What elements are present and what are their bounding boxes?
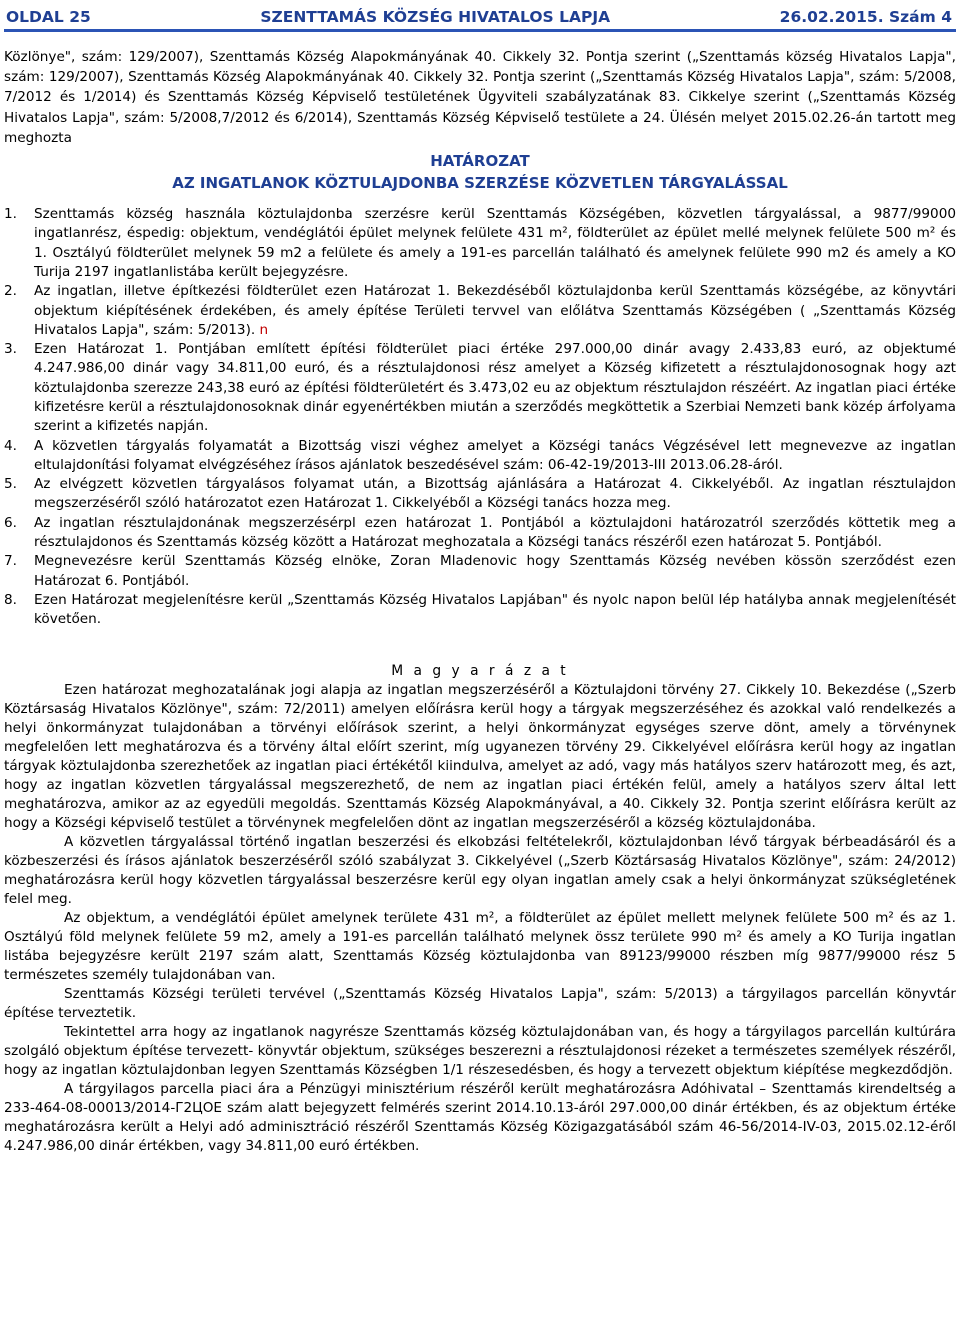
item-text: Ezen Határozat 1. Pontjában említett építési földterület piaci értéke 297.000,00 dinár avagy 2.433,83 euró, az objektumé 4.247.986,00 dinár vagy 34.811,00 euró, és a résztulajdonosi rész amelyet a Község kifizetett a résztulajdonosognak hogy azt köztulajdonba szerezze 243,38 euró az építési földterületért és 3.473,02 eu az objektum résztulajdon részéért. Az ingatlan piaci értéke kifizetésre kerül a résztulajdonosoknak dinár egyenértékben miután a szerződés megköttetik a Szerbiai Nemzeti bank közép árfolyama szerint a kifizetés napján. bbox=[34, 341, 956, 435]
header-issue: 26.02.2015. Szám 4 bbox=[779, 8, 952, 26]
item-number: 3. bbox=[4, 341, 17, 358]
explanation-paragraph: A tárgyilagos parcella piaci ára a Pénzügyi minisztérium részéről került meghatározásra Adóhivatal – Szenttamás kirendeltség a 233-464-08-00013/2014-Г2ЦОЕ szám alatt bejegyzett felmérés szerint 2014.10.13-áról 297.000,00 dinár értékben, és az objektum értéke meghatározásra került a Helyi adó adminisztráció részéről Szenttamás Község Közigazgatásából szám 46-56/2014-IV-03, 2015.02.12-éről 4.247.986,00 dinár értékben, vagy 34.811,00 euró értékben. bbox=[4, 1080, 956, 1154]
item-number: 7. bbox=[4, 553, 17, 570]
explanation-paragraph: Szenttamás Községi területi tervével („Szenttamás Község Hivatalos Lapja", szám: 5/2013) a tárgyilagos parcellán könyvtár építése terveztetik. bbox=[4, 985, 956, 1021]
explanation-title: M a g y a r á z a t bbox=[391, 662, 569, 679]
item-text: Szenttamás község használa köztulajdonba szerzésre kerül Szenttamás Községében, közvetlen tárgyalással, a 9877/99000 ingatlanrész, éspedig: objektum, vendéglátói épület melynek felülete 431 m², földterület az épület mellé melynek felülete 500 m² és 1. Osztályú földterület melynek 59 m2 a felülete és amely a 191-es parcellán található és amelynek felülete 990 m2 és amely a KO Turija 2197 ingatlanlistába került bejegyzésre. bbox=[34, 206, 956, 280]
item-text: Az ingatlan résztulajdonának megszerzésérpl ezen határozat 1. Pontjából a köztulajdoni határozatról szerződés köttetik meg a résztulajdonos és Szenttamás község között a Határozat meghozatala a Községi tanács részéről ezen határozat 5. Pontjából. bbox=[34, 514, 956, 551]
item-mark: n bbox=[259, 321, 269, 338]
list-item bbox=[4, 552, 956, 591]
decision-items bbox=[4, 205, 956, 630]
decision-subtitle: AZ INGATLANOK KÖZTULAJDONBA SZERZÉSE KÖZVETLEN TÁRGYALÁSSAL bbox=[172, 174, 788, 193]
item-number: 1. bbox=[4, 206, 17, 223]
item-number: 6. bbox=[4, 514, 17, 531]
list-item bbox=[4, 437, 956, 476]
item-text-body: Az ingatlan, illetve építkezési földterület ezen Határozat 1. Bekezdéséből köztulajdonba kerül Szenttamás községébe, az könyvtári objektum kiépítésének érdekében, és amely építése Területi tervvel van előlátva Szenttamás Községében ( „Szenttamás Község Hivatalos Lapja", szám: 5/2013). bbox=[34, 283, 956, 338]
list-item bbox=[4, 475, 956, 514]
item-text: A közvetlen tárgyalás folyamatát a Bizottság viszi véghez amelyet a Községi tanács Végzésével lett megnevezve az ingatlan eltulajdonítási folyamat elvégzéséhez írásos ajánlatok beszedésével szám: 06-42-19/2013-III 2013.06.28-áról. bbox=[34, 437, 956, 473]
list-item bbox=[4, 205, 956, 282]
decision-title: HATÁROZAT bbox=[430, 152, 530, 171]
item-number: 4. bbox=[4, 437, 17, 454]
list-item bbox=[4, 340, 956, 436]
document-page bbox=[4, 0, 956, 1156]
explanation-paragraph: Ezen határozat meghozatalának jogi alapja az ingatlan megszerzéséről a Köztulajdoni törvény 27. Cikkely 10. Bekezdése („Szerb Köztársaság Hivatalos Közlönye", szám: 72/2011) amelyen előírásra kerül hogy a tárgyak megszerzéséhez és azokkal való rendelkezés a helyi önkormányzat tulajdonában a törvényi előírások szerint, a helyi önkormányzat egységes szerve dönt, amely a törvénynek megfelelően lett meghatározva és a törvény által előírt szerint, míg ugyanezen törvény 29. Cikkelyével előírásra kerül hogy az ingatlan tárgyak köztulajdonba szerezhetőek az ingatlan piaci értékétől kiindulva, amelyet az adó, vagy más hatályos szerv határozott meg, és azt, hogy az ingatlan közvetlen tárgyalással megszerezhető, de nem az ingatlan piaci értékén felül, amely a hatályos szerv által lett meghatározva, amikor az az egyedüli megoldás. Szenttamás Község Alapokmányával, a 40. Cikkely 32. Pontja szerint előírásra került az hogy a Községi képviselő testület a törvénynek megfelelően dönt az ingatlan megszerzéséről a község köztulajdonába. bbox=[4, 681, 956, 831]
list-item bbox=[4, 282, 956, 340]
item-text: Ezen Határozat megjelenítésre kerül „Szenttamás Község Hivatalos Lapjában" és nyolc napon belül lép hatályba annak megjelenítését követően. bbox=[34, 591, 956, 628]
list-item bbox=[4, 514, 956, 553]
item-text: Az elvégzett közvetlen tárgyalásos folyamat után, a Bizottság ajánlására a Határozat 4. Cikkelyéből. Az ingatlan résztulajdon megszerzéséről szóló határozatot ezen Határozat 1. Cikkelyéből a Községi tanács hozza meg. bbox=[34, 476, 956, 512]
intro-paragraph: Közlönye", szám: 129/2007), Szenttamás Község Alapokmányának 40. Cikkely 32. Pontja szerint („Szenttamás község Hivatalos Lapja", szám: 129/2007), Szenttamás Község Alapokmányának 40. Cikkely 32. Pontja szerint („Szenttamás Község Hivatalos Lapja", szám: 5/2008, 7/2012 és 1/2014) és Szenttamás Község Képviselő testületének Ügyviteli szabályzatának 83. Cikkelye szerint („Szenttamás Község Hivatalos Lapja", szám: 5/2008,7/2012 és 6/2014), Szenttamás Község Képviselő testülete a 24. Ülésén melyet 2015.02.26-án tartott meg meghozta bbox=[4, 49, 956, 146]
header-page-number: OLDAL 25 bbox=[6, 8, 91, 26]
item-number: 8. bbox=[4, 591, 17, 608]
explanation-paragraph: Tekintettel arra hogy az ingatlanok nagyrésze Szenttamás község köztulajdonában van, és hogy a tárgyilagos parcellán kultúrára szolgáló objektum építése tervezett- könyvtár objektum, szükséges beszerezni a résztulajdonosi rézeket a természetes személyek részéről, hogy az ingatlan köztulajdonban legyen Szenttamás Községben 1/1 részesedésben, és hogy a tervezett objektum kiépítése megkezdődjön. bbox=[4, 1023, 956, 1078]
item-number: 2. bbox=[4, 283, 17, 300]
header-journal-title: SZENTTAMÁS KÖZSÉG HIVATALOS LAPJA bbox=[260, 8, 611, 26]
item-text bbox=[34, 282, 956, 340]
list-item bbox=[4, 591, 956, 630]
explanation-paragraph: A közvetlen tárgyalással történő ingatlan beszerzési és elkobzási feltételekről, köztulajdonban lévő tárgyak bérbeadásáról és a közbeszerzési és írásos ajánlatok beszerzéséről szóló szabályzat 3. Cikkelyével („Szerb Köztársaság Hivatalos Közlönye", szám: 24/2012) meghatározásra kerül hogy közvetlen tárgyalással beszerzésre kerül egy olyan ingatlan amely csak a helyi önkormányzat szükségletének felel meg. bbox=[4, 833, 956, 907]
explanation-paragraph: Az objektum, a vendéglátói épület amelynek területe 431 m², a földterület az épület mellett melynek felülete 500 m² és az 1. Osztályú föld melynek felülete 59 m2, amely a 191-es parcellán található melynek össz területe 990 m² és amely a KO Turija ingatlan listába bejegyzésre került 2197 szám alatt, Szenttamás Község köztulajdonba van 89123/99000 részben míg 9877/99000 rész 5 természetes személy tulajdonában van. bbox=[4, 909, 956, 983]
item-number: 5. bbox=[4, 476, 17, 493]
item-text: Megnevezésre kerül Szenttamás Község elnöke, Zoran Mladenovic hogy Szenttamás Község nevében kössön szerződést ezen Határozat 6. Pontjából. bbox=[34, 553, 956, 589]
page-header bbox=[4, 0, 956, 32]
